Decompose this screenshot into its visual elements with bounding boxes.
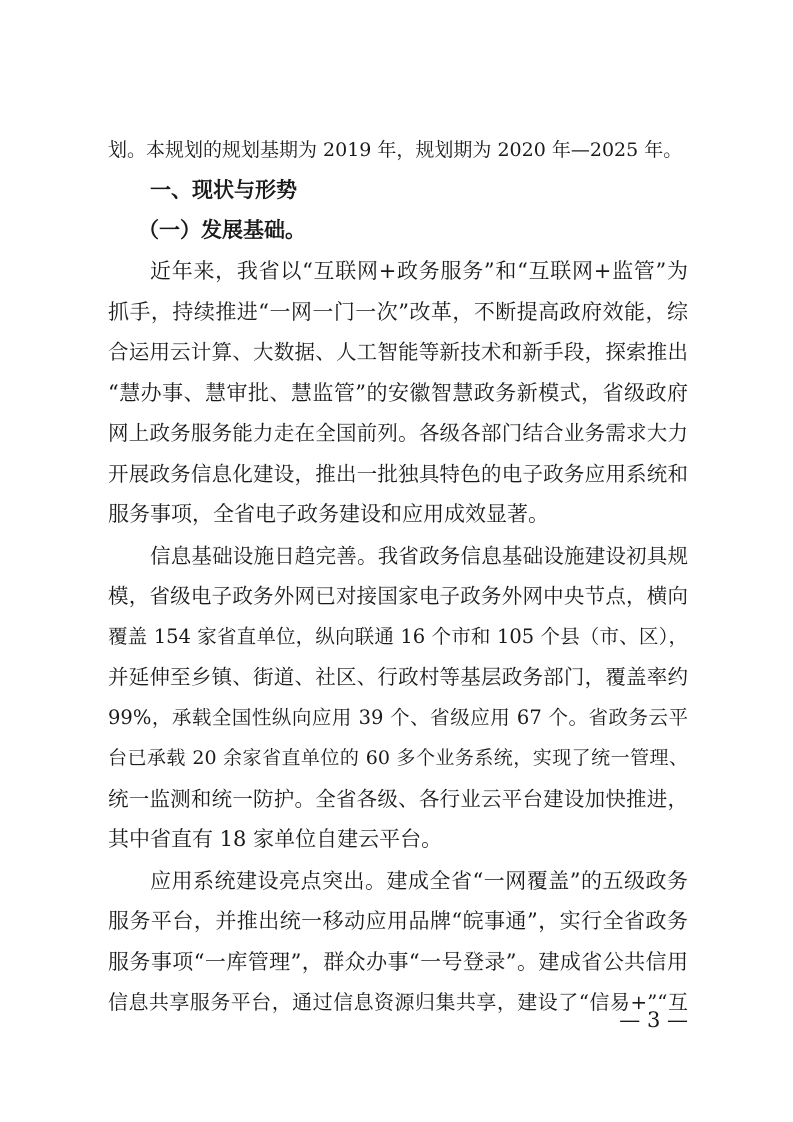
subsection-heading: （一）发展基础。 — [138, 217, 306, 242]
paragraph-line: 台已承载 20 余家省直单位的 60 多个业务系统，实现了统一管理、 — [108, 747, 688, 769]
paragraph-line: 网上政务服务能力走在全国前列。各级各部门结合业务需求大力 — [108, 421, 688, 445]
paragraph-line: 信息共享服务平台，通过信息资源归集共享，建设了“信易+”“互 — [108, 990, 688, 1014]
paragraph-line: 统一监测和统一防护。全省各级、各行业云平台建设加快推进， — [108, 787, 688, 811]
paragraph-line: 服务事项“一库管理”，群众办事“一号登录”。建成省公共信用 — [108, 950, 688, 974]
paragraph-line: 应用系统建设亮点突出。建成全省“一网覆盖”的五级政务 — [150, 869, 688, 893]
paragraph-line: 覆盖 154 家省直单位，纵向联通 16 个市和 105 个县（市、区）， — [108, 625, 688, 648]
paragraph-line: 其中省直有 18 家单位自建云平台。 — [108, 827, 443, 851]
paragraph-line: 划。本规划的规划基期为 2019 年，规划期为 2020 年—2025 年。 — [108, 139, 683, 161]
section-heading: 一、现状与形势 — [150, 178, 297, 202]
paragraph-line: 99%，承载全国性纵向应用 39 个、省级应用 67 个。省政务云平 — [108, 706, 688, 729]
paragraph-line: 服务平台，并推出统一移动应用品牌“皖事通”，实行全省政务 — [108, 909, 688, 933]
paragraph-line: 近年来，我省以“互联网+政务服务”和“互联网+监管”为 — [150, 259, 688, 283]
paragraph-line: 服务事项，全省电子政务建设和应用成效显著。 — [108, 502, 549, 526]
paragraph-line: 模，省级电子政务外网已对接国家电子政务外网中央节点，横向 — [108, 584, 688, 608]
paragraph-line: 开展政务信息化建设，推出一批独具特色的电子政务应用系统和 — [108, 462, 688, 486]
paragraph-line: 信息基础设施日趋完善。我省政务信息基础设施建设初具规 — [150, 544, 688, 568]
paragraph-line: “慧办事、慧审批、慧监管”的安徽智慧政务新模式，省级政府 — [108, 381, 688, 405]
paragraph-line: 并延伸至乡镇、街道、社区、行政村等基层政务部门，覆盖率约 — [108, 665, 688, 689]
paragraph-line: 合运用云计算、大数据、人工智能等新技术和新手段，探索推出 — [108, 340, 688, 364]
paragraph-line: 抓手，持续推进“一网一门一次”改革，不断提高政府效能，综 — [108, 300, 688, 324]
page-number: — 3 — — [619, 1008, 688, 1032]
